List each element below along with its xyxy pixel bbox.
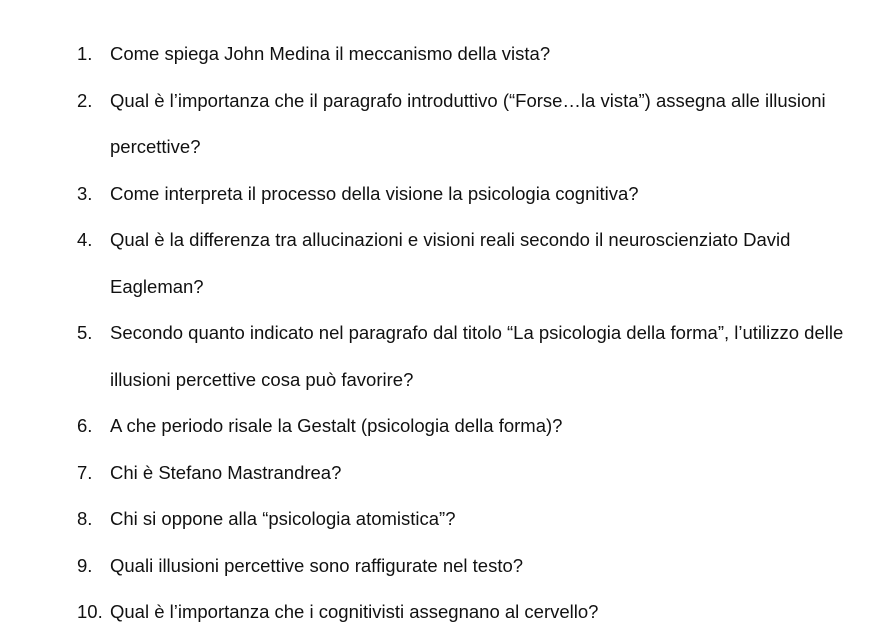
question-text: Secondo quanto indicato nel paragrafo dal titolo “La psicologia della forma”, l’utilizzo delle illusioni percettive cosa può favorire? — [110, 322, 844, 390]
question-number: 7. — [77, 461, 93, 483]
question-item-9 — [0, 543, 879, 590]
question-text: Quali illusioni percettive sono raffigurate nel testo? — [110, 554, 524, 576]
question-text: Come spiega John Medina il meccanismo della vista? — [110, 43, 551, 64]
question-item-8 — [0, 496, 879, 543]
question-text: Chi si oppone alla “psicologia atomistica”? — [110, 508, 456, 529]
question-number: 9. — [77, 554, 93, 576]
question-text: Qual è l’importanza che il paragrafo introduttivo (“Forse…la vista”) assegna alle illusioni percettive? — [110, 89, 826, 157]
question-number: 8. — [77, 508, 93, 529]
question-number: 6. — [77, 415, 93, 436]
question-text: Chi è Stefano Mastrandrea? — [110, 461, 342, 483]
question-item-10 — [0, 589, 879, 636]
question-number: 3. — [77, 182, 93, 204]
question-item-6 — [0, 403, 879, 450]
question-number: 4. — [77, 229, 93, 250]
question-text: A che periodo risale la Gestalt (psicologia della forma)? — [110, 415, 563, 436]
question-number: 5. — [77, 322, 93, 343]
question-number: 2. — [77, 89, 93, 111]
question-item-5 — [0, 310, 879, 403]
question-item-1 — [0, 31, 879, 78]
question-text: Qual è la differenza tra allucinazioni e visioni reali secondo il neuroscienziato David Eagleman? — [110, 229, 791, 297]
question-item-4 — [0, 217, 879, 310]
question-number: 1. — [77, 43, 93, 64]
question-text: Qual è l’importanza che i cognitivisti assegnano al cervello? — [110, 601, 599, 622]
question-number: 10. — [77, 601, 103, 622]
question-text: Come interpreta il processo della visione la psicologia cognitiva? — [110, 182, 639, 204]
question-item-2 — [0, 78, 879, 171]
question-list — [0, 31, 879, 636]
question-item-3 — [0, 171, 879, 218]
question-item-7 — [0, 450, 879, 497]
